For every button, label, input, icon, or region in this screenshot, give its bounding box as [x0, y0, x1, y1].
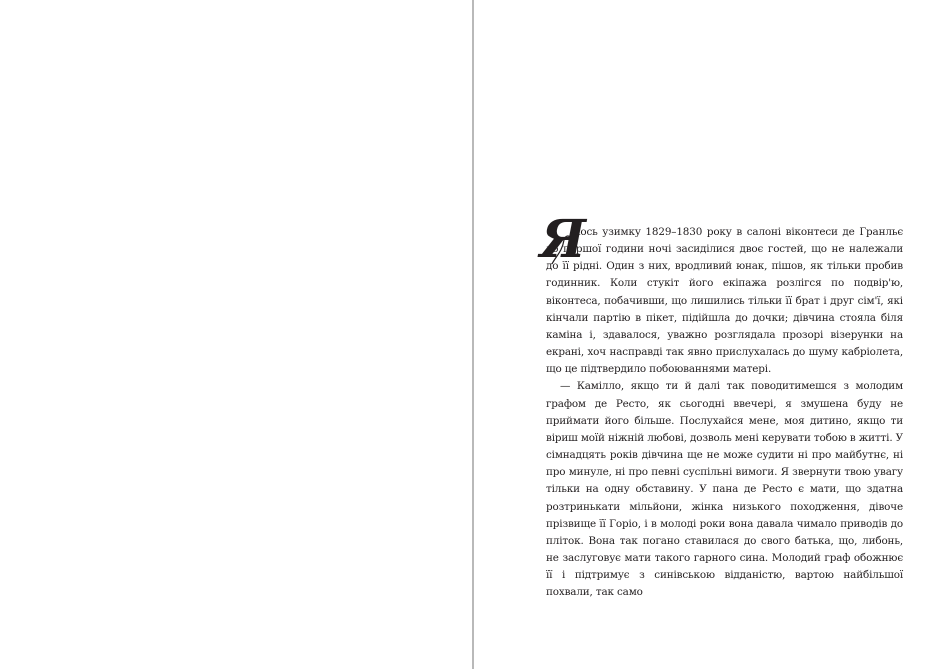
paragraph-dialogue: — Камілло, якщо ти й далі так поводитимешся з молодим графом де Ресто, як сьогодні ввечері, я змушена буду не приймати його більше. Послухайся мене, моя дитино, якщо ти віриш моїй ніжній любові, дозволь мені керувати тобою в житті. У сімнадцять років дівчина ще не може судити ні про майбутнє, ні про минуле, ні про певні суспільні вимоги. Я звернути твою увагу тільки на одну обставину. У пана де Ресто є мати, що здатна розтринькати мільйони, жінка низького походження, дівоче прізвище її Горіо, і в молоді роки вона давала чимало приводів до пліток. Вона так погано ставилася до свого батька, що, либонь, не заслуговує мати такого гарного сина. Молодий граф обожнює її і підтримує з синівською відданістю, вартою найбільшої похвали, так само [546, 380, 903, 599]
paragraph-opening [540, 209, 903, 378]
paragraph-opening-text: кось узимку 1829–1830 року в салоні віконтеси де Гранльє до першої години ночі засиділися двоє гостей, що не належали до її рідні. Один з них, вродливий юнак, пішов, як тільки пробив годинник. Коли стукіт його екіпажа розлігся по подвір'ю, віконтеса, побачивши, що лишились тільки її брат і друг сім'ї, які кінчали партію в пікет, підійшла до дочки; дівчина стояла біля каміна і, здавалося, уважно розглядала прозорі візерунки на екрані, хоч насправді так явно прислухалась до шуму кабріолета, що це підтвердило побоюваннями матері. [546, 226, 903, 376]
left-page-blank [0, 0, 472, 669]
right-page [474, 0, 948, 669]
drop-cap-letter: Я [540, 209, 586, 270]
body-text [540, 209, 903, 601]
